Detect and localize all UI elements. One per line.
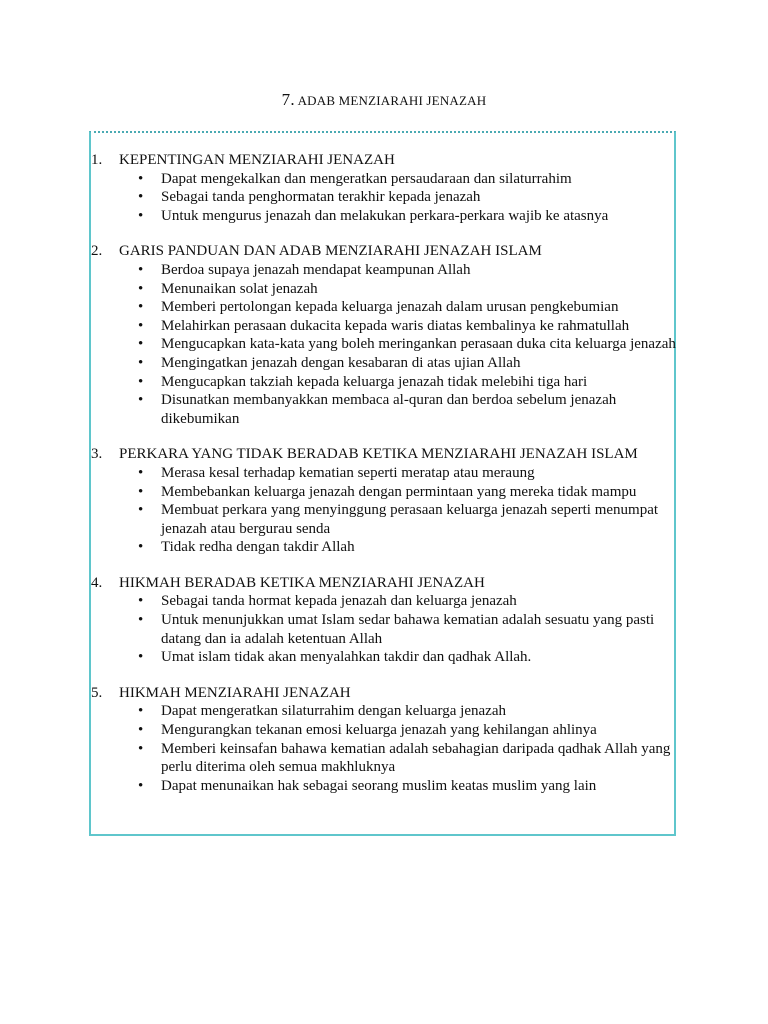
bullet-list [91,261,677,428]
list-item-text: Berdoa supaya jenazah mendapat keampunan Allah [161,261,471,278]
bullet-list [91,702,677,795]
bullet-icon: • [138,317,144,334]
bullet-list [91,170,677,226]
list-item-text: Untuk mengurus jenazah dan melakukan perkara-perkara wajib ke atasnya [161,207,609,224]
list-item-text: Mengurangkan tekanan emosi keluarga jenazah yang kehilangan ahlinya [161,722,597,739]
sections-list [91,151,677,812]
list-item [91,298,677,317]
list-item [91,280,677,299]
list-item [91,538,677,557]
bullet-icon: • [138,189,144,206]
section-number: 5. [91,684,103,701]
list-item [91,391,677,428]
section-heading-text: HIKMAH MENZIARAHI JENAZAH [119,684,351,701]
list-item-text: Mengingatkan jenazah dengan kesabaran di atas ujian Allah [161,354,521,371]
list-item [91,721,677,740]
section-heading-text: HIKMAH BERADAB KETIKA MENZIARAHI JENAZAH [119,574,485,591]
title-text: ADAB MENZIARAHI JENAZAH [297,93,487,108]
list-item [91,740,677,777]
bullet-icon: • [138,612,144,629]
list-item-text: Merasa kesal terhadap kematian seperti meratap atau meraung [161,464,535,481]
section-heading [91,684,677,703]
list-item [91,777,677,796]
bullet-icon: • [138,593,144,610]
list-item-text: Membuat perkara yang menyinggung perasaan keluarga jenazah seperti menumpat jenazah atau bergurau senda [161,502,659,537]
list-item [91,373,677,392]
section-heading [91,242,677,261]
bullet-list [91,592,677,666]
bullet-icon: • [138,740,144,757]
section-heading-text: GARIS PANDUAN DAN ADAB MENZIARAHI JENAZAH ISLAM [119,243,542,260]
section-heading-text: PERKARA YANG TIDAK BERADAB KETIKA MENZIARAHI JENAZAH ISLAM [119,446,638,463]
bullet-icon: • [138,354,144,371]
section-heading [91,445,677,464]
list-item [91,335,677,354]
bullet-icon: • [138,649,144,666]
bullet-icon: • [138,207,144,224]
list-item [91,261,677,280]
bullet-list [91,464,677,557]
bullet-icon: • [138,392,144,409]
list-item-text: Dapat mengeratkan silaturrahim dengan keluarga jenazah [161,703,506,720]
bullet-icon: • [138,703,144,720]
list-item-text: Tidak redha dengan takdir Allah [161,539,355,556]
bullet-icon: • [138,464,144,481]
section-number: 2. [91,243,103,260]
section-number: 4. [91,574,103,591]
bullet-icon: • [138,539,144,556]
bullet-icon: • [138,170,144,187]
bullet-icon: • [138,483,144,500]
list-item [91,207,677,226]
section [91,574,677,667]
section-heading-text: KEPENTINGAN MENZIARAHI JENAZAH [119,152,395,168]
bullet-icon: • [138,336,144,353]
section-number: 1. [91,152,103,168]
bullet-icon: • [138,261,144,278]
list-item [91,702,677,721]
section [91,151,677,225]
list-item [91,188,677,207]
list-item-text: Memberi pertolongan kepada keluarga jenazah dalam urusan pengkebumian [161,299,619,316]
list-item-text: Dapat mengekalkan dan mengeratkan persaudaraan dan silaturrahim [161,170,572,187]
section [91,684,677,796]
list-item [91,464,677,483]
section [91,242,677,428]
list-item-text: Sebagai tanda hormat kepada jenazah dan keluarga jenazah [161,593,517,610]
title-number: 7. [281,90,295,109]
bullet-icon: • [138,373,144,390]
bullet-icon: • [138,502,144,519]
list-item-text: Memberi keinsafan bahawa kematian adalah sebahagian daripada qadhak Allah yang perlu diterima oleh semua makhluknya [161,740,671,776]
list-item [91,501,677,538]
section-heading [91,574,677,593]
section [91,445,677,557]
list-item [91,170,677,189]
list-item [91,592,677,611]
list-item-text: Mengucapkan kata-kata yang boleh meringankan perasaan duka cita keluarga jenazah [161,336,676,353]
list-item-text: Dapat menunaikan hak sebagai seorang muslim keatas muslim yang lain [161,777,597,794]
list-item-text: Umat islam tidak akan menyalahkan takdir dan qadhak Allah. [161,649,532,666]
list-item-text: Menunaikan solat jenazah [161,280,318,297]
bullet-icon: • [138,280,144,297]
list-item [91,611,677,648]
list-item-text: Membebankan keluarga jenazah dengan permintaan yang mereka tidak mampu [161,483,637,500]
list-item-text: Untuk menunjukkan umat Islam sedar bahawa kematian adalah sesuatu yang pasti datang dan ia adalah ketentuan Allah [161,612,655,647]
list-item-text: Melahirkan perasaan dukacita kepada waris diatas kembalinya ke rahmatullah [161,317,630,334]
bullet-icon: • [138,299,144,316]
page-title [0,90,768,110]
list-item [91,648,677,667]
bullet-icon: • [138,777,144,794]
list-item [91,483,677,502]
list-item-text: Mengucapkan takziah kepada keluarga jenazah tidak melebihi tiga hari [161,373,588,390]
list-item-text: Sebagai tanda penghormatan terakhir kepada jenazah [161,189,481,206]
list-item [91,317,677,336]
list-item [91,354,677,373]
section-heading [91,151,677,170]
section-number: 3. [91,446,103,463]
list-item-text: Disunatkan membanyakkan membaca al-quran dan berdoa sebelum jenazah dikebumikan [161,392,617,427]
bullet-icon: • [138,722,144,739]
